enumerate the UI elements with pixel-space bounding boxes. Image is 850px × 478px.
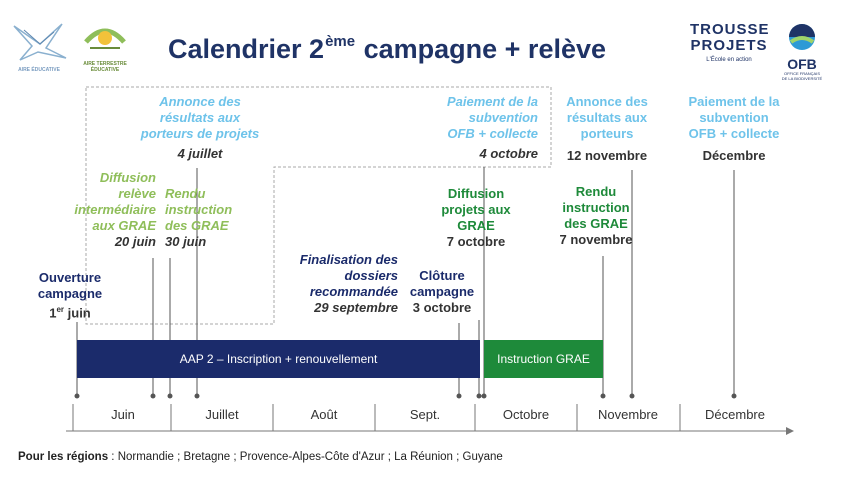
dot-annonce-1 [195,394,200,399]
rendu-1-l1: Rendu [165,186,206,201]
rendu-2-l1: Rendu [575,184,617,199]
aap-bar-label: AAP 2 – Inscription + renouvellement [179,352,378,366]
annonce-1-l1: Annonce des [159,94,241,109]
annonce-1-l2: résultats aux [159,110,241,125]
paiement-1-l2: subvention [468,110,538,125]
event-paiement-1 [420,94,538,162]
ofb-name: OFB [787,56,817,72]
dot-annonce-2 [630,394,635,399]
annonce-2-l2: résultats aux [566,110,648,125]
logo-aire-educative-caption: AIRE ÉDUCATIVE [18,67,60,73]
event-diffusion-projets [430,186,522,250]
dot-finalisation [457,394,462,399]
finalisation-l3: recommandée [309,284,398,299]
cloture-date: 3 octobre [412,300,472,315]
paiement-2-l1: Paiement de la [688,94,780,109]
paiement-1-l1: Paiement de la [446,94,538,109]
diffusion-releve-l3: intermédiaire [74,202,156,217]
finalisation-l1: Finalisation des [299,252,398,267]
paiement-1-l3: OFB + collecte [447,126,538,141]
annonce-1-l3: porteurs de projets [140,126,260,141]
ouverture-label-1: Ouverture [38,270,102,285]
cloture-l1: Clôture [419,268,465,283]
title-superscript: ème [325,33,356,50]
finalisation-date: 29 septembre [314,300,398,315]
dot-diffusion-projets [482,394,487,399]
rendu-2-l2: instruction [562,200,630,215]
diffusion-releve-l1: Diffusion [99,170,156,185]
annonce-2-date: 12 novembre [566,148,648,163]
diffusion-releve-date: 20 juin [114,234,156,249]
rendu-1-date: 30 juin [165,234,207,249]
event-annonce-resultats-2 [552,94,662,164]
paiement-2-date: Décembre [702,148,766,163]
instruction-bar-label: Instruction GRAE [497,352,590,366]
ouverture-date: 1er juin [49,305,91,321]
month-label-sept: Sept. [409,407,441,422]
dot-rendu-1 [168,394,173,399]
month-label-aout: Août [310,407,338,422]
rendu-1-l3: des GRAE [165,218,229,233]
cloture-l2: campagne [409,284,475,299]
trousse-tagline: L'École en action [706,57,752,63]
month-label-juin: Juin [111,407,135,422]
logo-aire-terrestre-caption-2: ÉDUCATIVE [90,67,120,73]
trousse-line2: PROJETS [690,37,768,54]
month-label-decembre: Décembre [705,407,765,422]
event-annonce-resultats-1 [120,94,280,162]
annonce-1-date: 4 juillet [177,146,223,161]
paiement-1-date: 4 octobre [479,146,538,161]
rendu-2-date: 7 novembre [559,232,633,247]
month-label-octobre: Octobre [502,407,550,422]
event-dots [75,394,737,399]
event-cloture [402,268,482,316]
event-paiement-2 [674,94,794,164]
diffusion-releve-l2: relève [118,186,156,201]
dot-paiement-2 [732,394,737,399]
event-rendu-instruction-2 [546,184,646,248]
month-label-novembre: Novembre [598,407,658,422]
title-part1: Calendrier 2 [168,34,325,64]
trousse-line1: TROUSSE [690,21,770,38]
dot-ouverture [75,394,80,399]
aap-bar [77,340,480,378]
logo-aire-terrestre-caption-1: AIRE TERRESTRE [83,61,127,67]
diffusion-projets-date: 7 octobre [446,234,506,249]
diffusion-projets-l2: projets aux [441,202,511,217]
dot-diffusion-releve [151,394,156,399]
finalisation-l2: dossiers [344,268,398,283]
annonce-2-l3: porteurs [580,126,634,141]
event-diffusion-releve [56,170,156,250]
dot-cloture [477,394,482,399]
event-ouverture [20,270,120,321]
annonce-2-l1: Annonce des [566,94,648,109]
footer-regions-list: : Normandie ; Bretagne ; Provence-Alpes-Côte d'Azur ; La Réunion ; Guyane [108,451,503,463]
rendu-2-l3: des GRAE [564,216,628,231]
ouverture-label-2: campagne [37,286,103,301]
footer-regions [18,451,503,463]
event-finalisation [278,252,398,316]
diffusion-projets-l1: Diffusion [447,186,505,201]
footer-label: Pour les régions [18,451,109,463]
paiement-2-l3: OFB + collecte [688,126,780,141]
rendu-1-l2: instruction [165,202,233,217]
timeline-axis-arrow-icon [786,427,794,435]
ofb-sub2: DE LA BIODIVERSITÉ [781,76,823,81]
instruction-bar [484,340,603,378]
diffusion-projets-l3: GRAE [457,218,495,233]
dot-rendu-2 [601,394,606,399]
diffusion-releve-l4: aux GRAE [92,218,156,233]
paiement-2-l2: subvention [699,110,769,125]
month-label-juillet: Juillet [205,407,239,422]
event-rendu-instruction-1 [165,186,255,250]
title-part2: campagne + relève [356,34,607,64]
ofb-sub1: OFFICE FRANÇAIS [783,71,820,76]
